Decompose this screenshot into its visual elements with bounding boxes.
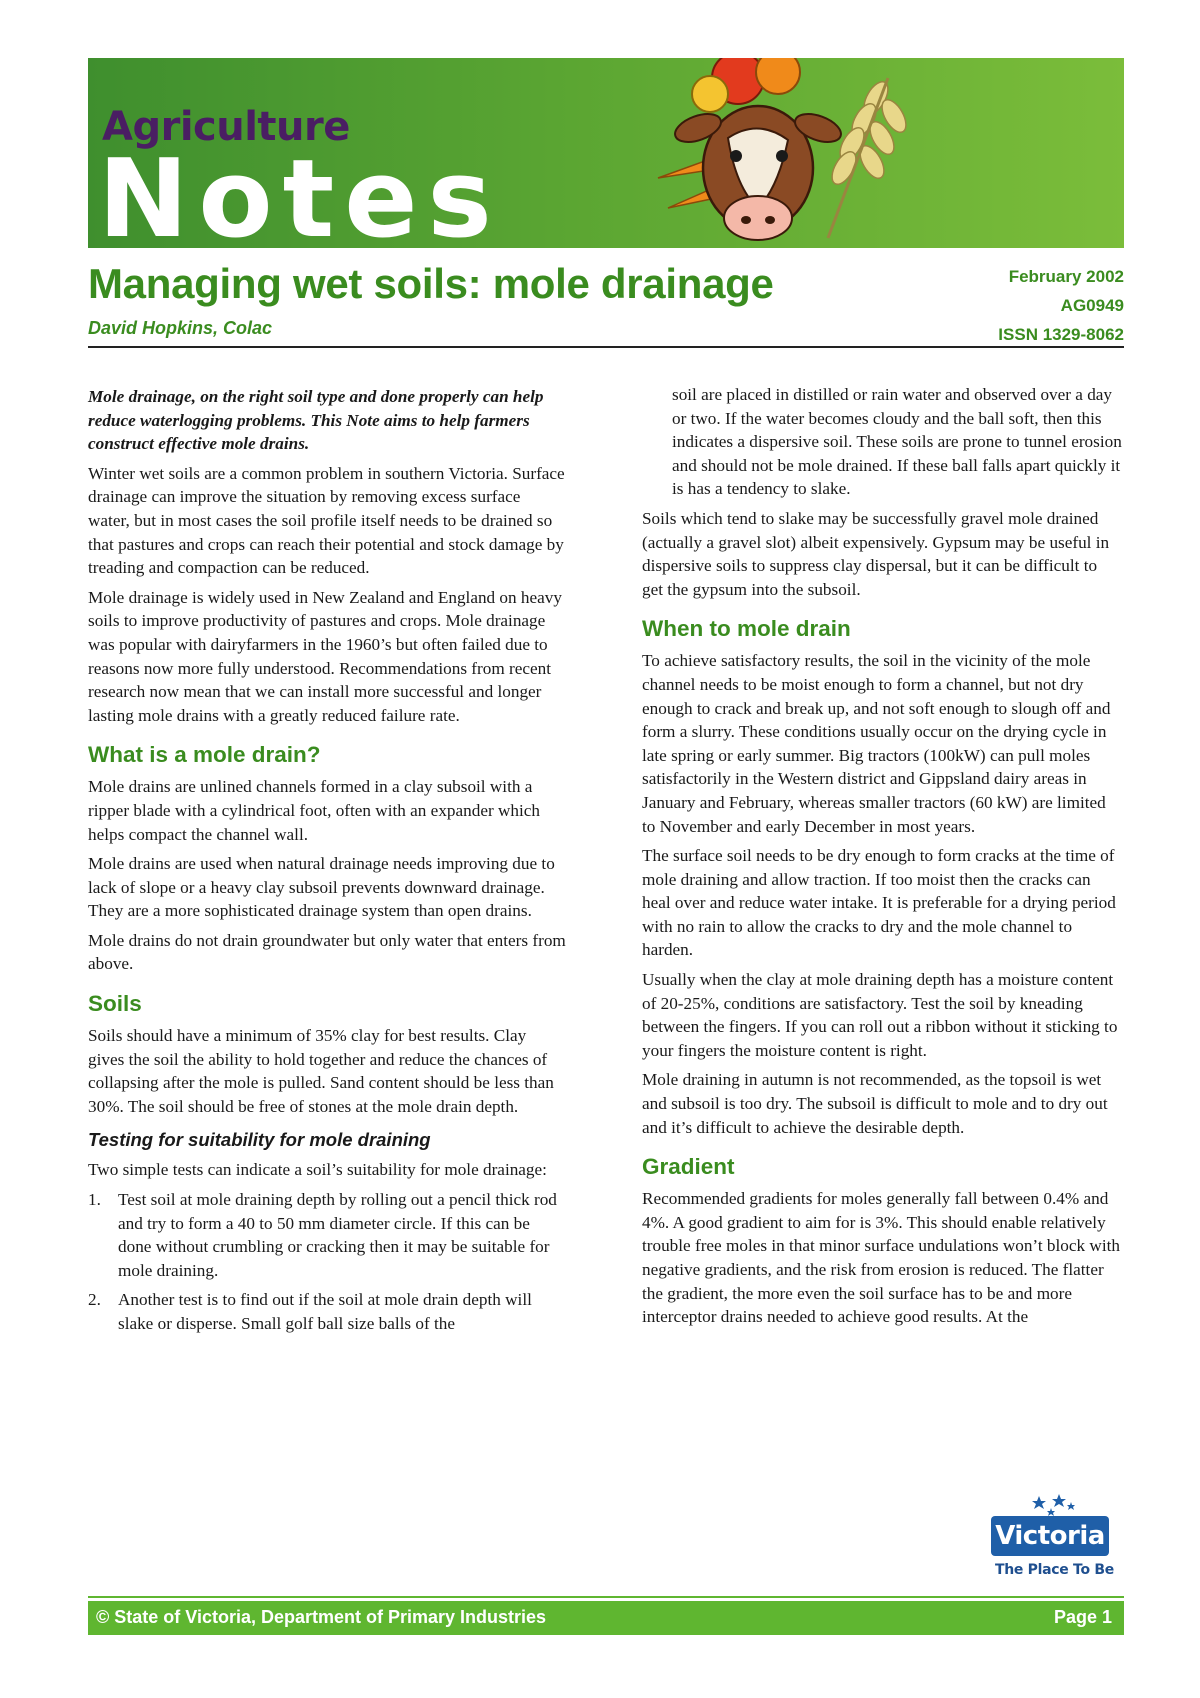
- paragraph: Mole drains are unlined channels formed in a clay subsoil with a ripper blade with a cylindrical foot, often with an expander which helps compact the channel wall.: [88, 777, 540, 844]
- list-text: Test soil at mole draining depth by rolling out a pencil thick rod and try to form a 40 to 50 mm diameter circle. If this can be done without crumbling or cracking then it may be suitable for mole draining.: [118, 1190, 557, 1280]
- paragraph: Mole drains are used when natural drainage needs improving due to lack of slope or a heavy clay subsoil prevents downward drainage. They are a more sophisticated drainage system than open drains.: [88, 854, 555, 921]
- publication-issn: ISSN 1329-8062: [998, 325, 1124, 344]
- list-number: 2.: [88, 1290, 101, 1310]
- author: David Hopkins, Colac: [88, 318, 273, 338]
- paragraph: Mole drainage is widely used in New Zealand and England on heavy soils to improve productivity of pastures and crops. Mole drainage was popular with dairyfarmers in the 1960’s but often failed due to reasons now more fully understood. Recommendations from recent research now mean that we can install more successful and longer lasting mole drains with a greatly reduced failure rate.: [88, 587, 562, 725]
- publication-code: AG0949: [1060, 296, 1124, 315]
- paragraph: To achieve satisfactory results, the soil in the vicinity of the mole channel needs to be moist enough to form a channel, but not dry enough to crack and break up, and not soft enough to slough off and form a slurry. These conditions usually occur on the drying cycle in late spring or early summer. Big tractors (100kW) can pull moles satisfactorily in the Western district and Gippsland dairy areas in January and February, whereas smaller tractors (60 kW) are limited to November and early December in most years.: [642, 651, 1111, 836]
- brand-agriculture: Agriculture: [102, 104, 350, 150]
- paragraph: Mole drains do not drain groundwater but only water that enters from above.: [88, 930, 566, 974]
- list-text: Another test is to find out if the soil at mole drain depth will slake or disperse. Small golf ball size balls of the: [118, 1290, 532, 1333]
- heading-gradient: Gradient: [642, 1154, 735, 1180]
- publication-meta: [998, 262, 1124, 349]
- victoria-wordmark: Victoria: [991, 1516, 1109, 1556]
- heading-what-is-mole-drain: What is a mole drain?: [88, 742, 321, 768]
- left-column: [88, 385, 566, 1342]
- lead-paragraph: Mole drainage, on the right soil type and done properly can help reduce waterlogging problems. This Note aims to help farmers construct effective mole drains.: [88, 387, 544, 454]
- list-number: 1.: [88, 1190, 101, 1210]
- footer-rule: [88, 1596, 1124, 1598]
- paragraph: Soils which tend to slake may be successfully gravel mole drained (actually a gravel slot) albeit expensively. Gypsum may be useful in dispersive soils to suppress clay dispersal, but it can be difficult to get the gypsum into the subsoil.: [642, 508, 1110, 599]
- paragraph: Recommended gradients for moles generally fall between 0.4% and 4%. A good gradient to aim for is 3%. This should enable relatively trouble free moles in that minor surface undulations won’t block with negative gradients, and the risk from erosion is reduced. The flatter the gradient, the more even the soil surface has to be and more interceptor drains needed to achieve good results. At the: [642, 1189, 1120, 1327]
- paragraph: Usually when the clay at mole draining depth has a moisture content of 20-25%, conditions are satisfactory. Test the soil by kneading between the fingers. If you can roll out a ribbon without it sticking to your fingers the moisture content is right.: [642, 970, 1118, 1060]
- paragraph: Soils should have a minimum of 35% clay for best results. Clay gives the soil the ability to hold together and reduce the chances of collapsing after the mole is pulled. Sand content should be less than 30%. The soil should be free of stones at the mole drain depth.: [88, 1026, 554, 1116]
- page-number: Page 1: [1053, 1607, 1112, 1627]
- page-title: Managing wet soils: mole drainage: [88, 260, 774, 307]
- list-continuation: soil are placed in distilled or rain water and observed over a day or two. If the water becomes cloudy and the ball soft, then this indicates a dispersive soil. These soils are prone to tunnel erosion and should not be mole drained. If these ball falls apart quickly it is has a tendency to slake.: [672, 385, 1122, 499]
- copyright: © State of Victoria, Department of Primary Industries: [96, 1607, 547, 1627]
- title-divider: [88, 346, 1124, 348]
- footer-bar: [88, 1601, 1124, 1635]
- heading-when-to-mole-drain: When to mole drain: [642, 616, 851, 642]
- southern-cross-icon: [1029, 1492, 1079, 1518]
- paragraph: Winter wet soils are a common problem in southern Victoria. Surface drainage can improve the situation by removing excess surface water, but in most cases the soil profile itself needs to be drained so that pastures and crops can reach their potential and stock damage by treading and compaction can be reduced.: [88, 463, 565, 578]
- right-column: [642, 383, 1122, 1335]
- paragraph: Two simple tests can indicate a soil’s suitability for mole drainage:: [88, 1160, 547, 1180]
- brand-notes: Notes: [98, 137, 502, 248]
- publication-date: February 2002: [1008, 267, 1124, 286]
- header-banner: [88, 58, 1124, 248]
- heading-soils: Soils: [88, 991, 142, 1017]
- victoria-tagline: The Place To Be: [995, 1562, 1114, 1578]
- victoria-logo: [985, 1492, 1113, 1592]
- farm-illustration: [618, 58, 938, 248]
- list-item: [88, 1188, 566, 1282]
- subheading-testing: Testing for suitability for mole draining: [88, 1129, 431, 1151]
- paragraph: Mole draining in autumn is not recommended, as the topsoil is wet and subsoil is too dry. The subsoil is difficult to mole and to dry out and it’s difficult to achieve the desirable depth.: [642, 1070, 1108, 1137]
- paragraph: The surface soil needs to be dry enough to form cracks at the time of mole draining and allow traction. If too moist then the cracks can heal over and reduce water intake. It is preferable for a drying period with no rain to allow the cracks to dry and the mole channel to harden.: [642, 846, 1116, 960]
- list-item: [88, 1288, 566, 1335]
